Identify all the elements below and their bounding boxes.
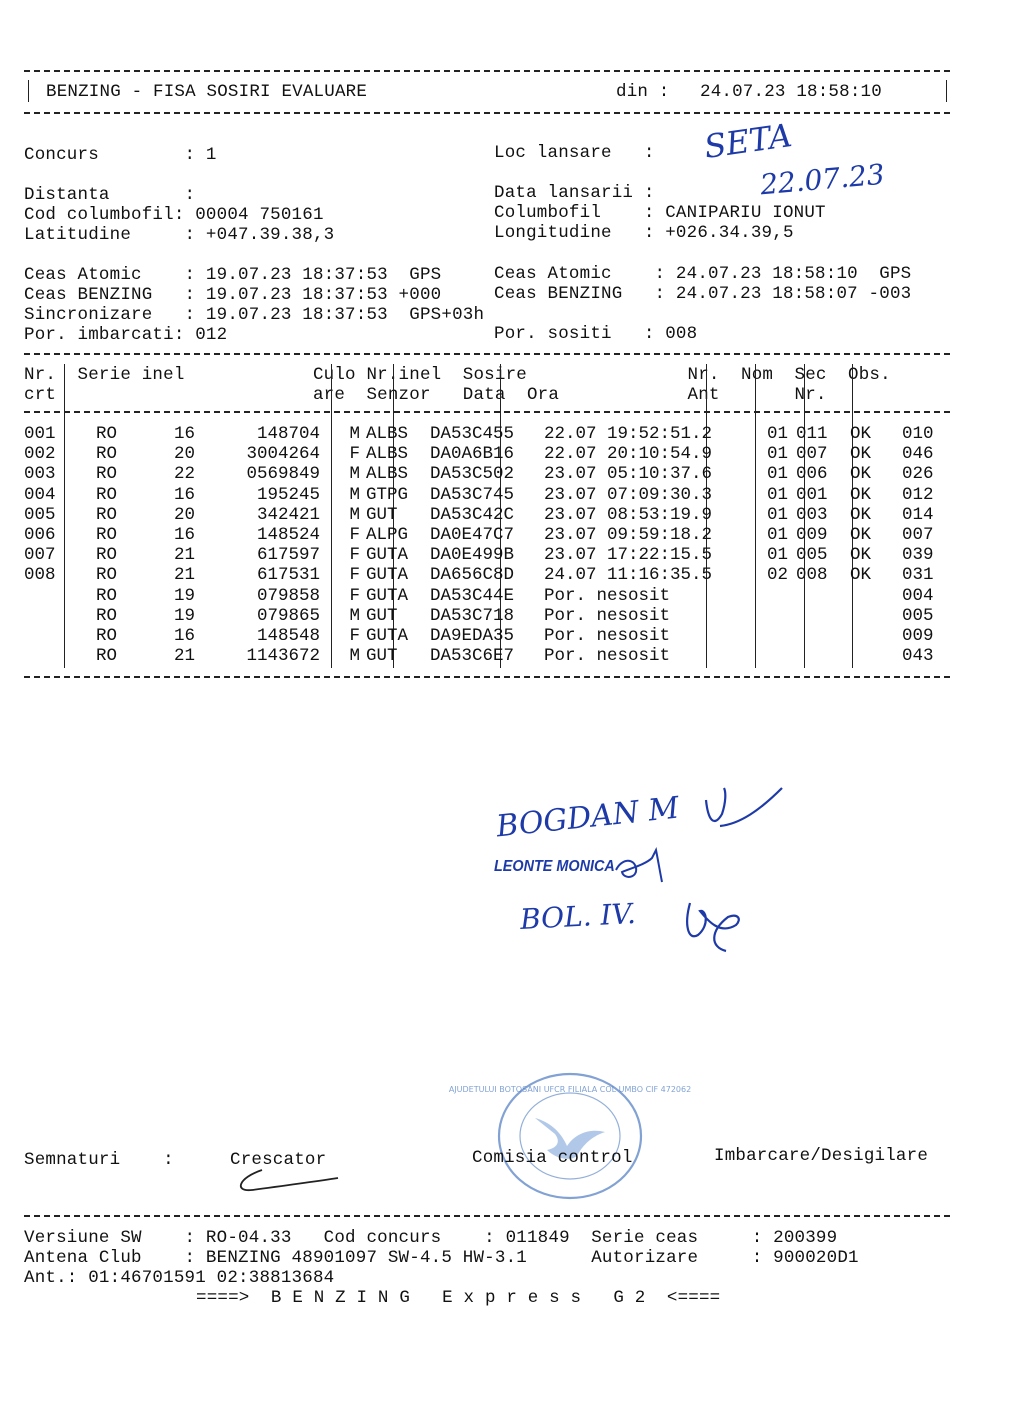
cell-dt: 22.07 19:52:51.2 <box>544 424 713 444</box>
table-row <box>24 586 962 606</box>
cell-nr <box>24 586 68 606</box>
top-rule <box>24 70 950 72</box>
cell-yy: 21 <box>174 545 196 566</box>
cell-sen: DA656C8D <box>430 565 515 586</box>
cell-dt: Por. nesosit <box>544 585 671 606</box>
cell-sx: F <box>349 525 360 546</box>
cell-yy: 21 <box>174 646 196 667</box>
cell-sen: DA0E499B <box>430 545 515 566</box>
cell-col: GUT <box>366 504 398 525</box>
cell-sec: OK <box>850 464 872 485</box>
cell-obs: 026 <box>902 464 934 485</box>
cell-dt: 23.07 05:10:37.6 <box>544 464 713 485</box>
cell-yy: 20 <box>174 504 196 525</box>
cell-obs: 004 <box>902 585 934 606</box>
cell-nr: 006 <box>24 525 56 546</box>
table-row <box>24 444 962 464</box>
cell-nom: 006 <box>796 464 828 485</box>
signature-scribble-2 <box>612 844 672 884</box>
cell-sx: F <box>349 565 360 586</box>
cell-num: 148704 <box>256 424 320 444</box>
table-row <box>24 424 962 444</box>
cell-nom <box>792 646 846 666</box>
table-row <box>24 485 962 505</box>
cell-obs: 007 <box>902 525 934 546</box>
cell-sen: DA53C42C <box>430 504 515 525</box>
cell-dt: 23.07 08:53:19.9 <box>544 504 713 525</box>
cell-num: 079858 <box>256 585 320 606</box>
footer-version-line: Versiune SW : RO-04.33 Cod concurs : 011849 Serie ceas : 200399 <box>24 1228 838 1248</box>
cell-sx: F <box>349 585 360 606</box>
cell-col: GUT <box>366 646 398 667</box>
handwritten-data-lansarii: 22.07.23 <box>758 157 886 202</box>
cell-ant: 02 <box>766 565 788 586</box>
cell-nr: 007 <box>24 545 56 566</box>
cell-sen: DA53C6E7 <box>430 646 515 667</box>
cell-sen: DA53C455 <box>430 424 515 444</box>
cell-num: 079865 <box>256 605 320 626</box>
cell-obs: 012 <box>902 484 934 505</box>
cell-nom <box>792 586 846 606</box>
table-row <box>24 565 962 585</box>
cell-nom <box>792 606 846 626</box>
table-header-rule <box>24 411 950 413</box>
cod-columbofil-field: Cod columbofil: 00004 750161 <box>24 205 324 225</box>
cell-sx: M <box>349 504 360 525</box>
cell-nr <box>24 606 68 626</box>
cell-nr: 001 <box>24 424 56 444</box>
cell-sec: OK <box>850 565 872 586</box>
table-row <box>24 626 962 646</box>
table-row <box>24 646 962 666</box>
cell-sx: M <box>349 464 360 485</box>
cell-sx: M <box>349 605 360 626</box>
cell-nom: 003 <box>796 504 828 525</box>
distanta-field: Distanta : <box>24 185 196 205</box>
cell-cc: RO <box>96 626 118 647</box>
cell-cc: RO <box>96 585 118 606</box>
header-timestamp: 24.07.23 18:58:10 <box>700 82 882 102</box>
cell-cc: RO <box>96 504 118 525</box>
cell-obs: 005 <box>902 605 934 626</box>
cell-nom: 009 <box>796 525 828 546</box>
cell-sec: OK <box>850 484 872 505</box>
columbofil-field: Columbofil : CANIPARIU IONUT <box>494 203 826 223</box>
cell-cc: RO <box>96 464 118 485</box>
signature-scribble-3 <box>680 895 750 960</box>
cell-obs: 046 <box>902 444 934 465</box>
cell-sec: OK <box>850 444 872 465</box>
sincronizare-field: Sincronizare : 19.07.23 18:37:53 GPS+03h <box>24 305 485 325</box>
cell-nr <box>24 646 68 666</box>
semnaturi-label: Semnaturi : <box>24 1150 174 1170</box>
cell-num: 0569849 <box>246 464 320 485</box>
cell-col: ALBS <box>366 464 409 485</box>
cell-col: ALBS <box>366 424 409 444</box>
cell-sx: F <box>349 444 360 465</box>
cell-yy: 19 <box>174 605 196 626</box>
cell-ant <box>742 626 792 646</box>
cell-dt: 22.07 20:10:54.9 <box>544 444 713 465</box>
footer-rule <box>24 1215 950 1217</box>
signature-name-3: BOL. IV. <box>519 896 637 937</box>
cell-nr: 008 <box>24 565 56 586</box>
cell-dt: Por. nesosit <box>544 646 671 667</box>
longitudine-field: Longitudine : +026.34.39,5 <box>494 223 794 243</box>
por-sositi-field: Por. sositi : 008 <box>494 324 698 344</box>
cell-col: GUTA <box>366 585 409 606</box>
cell-sec: OK <box>850 525 872 546</box>
cell-ant: 01 <box>766 504 788 525</box>
cell-obs: 010 <box>902 424 934 444</box>
cell-cc: RO <box>96 424 118 444</box>
cell-sen: DA0E47C7 <box>430 525 515 546</box>
signature-scribble-1 <box>700 780 790 840</box>
cell-num: 617597 <box>256 545 320 566</box>
cell-yy: 16 <box>174 626 196 647</box>
cell-nom <box>792 626 846 646</box>
table-header-line1: Nr. Serie inel Culo Nr.inel Sosire Nr. Nom Sec Obs. <box>24 365 891 385</box>
cell-nr <box>24 626 68 646</box>
cell-col: GTPG <box>366 484 409 505</box>
data-lansarii-label: Data lansarii : <box>494 183 655 203</box>
header-rule <box>24 112 950 114</box>
cell-num: 1143672 <box>246 646 320 667</box>
arrivals-table-body <box>24 424 962 666</box>
concurs-field: Concurs : 1 <box>24 145 217 165</box>
cell-sen: DA53C745 <box>430 484 515 505</box>
cell-ant: 01 <box>766 424 788 444</box>
cell-nom: 011 <box>796 424 828 444</box>
cell-num: 148524 <box>256 525 320 546</box>
cell-ant: 01 <box>766 444 788 465</box>
cell-nom: 007 <box>796 444 828 465</box>
cell-ant: 01 <box>766 464 788 485</box>
cell-dt: 23.07 17:22:15.5 <box>544 545 713 566</box>
cell-sec: OK <box>850 504 872 525</box>
header-din-label: din : <box>616 82 670 102</box>
footer-antenna-line: Antena Club : BENZING 48901097 SW-4.5 HW-3.1 Autorizare : 900020D1 <box>24 1248 859 1268</box>
cell-col: GUTA <box>366 545 409 566</box>
cell-ant: 01 <box>766 484 788 505</box>
cell-col: ALPG <box>366 525 409 546</box>
cell-sec: OK <box>850 545 872 566</box>
cell-yy: 16 <box>174 424 196 444</box>
cell-cc: RO <box>96 484 118 505</box>
cell-col: GUTA <box>366 565 409 586</box>
ceas-atomic-end: Ceas Atomic : 24.07.23 18:58:10 GPS <box>494 264 912 284</box>
cell-sx: M <box>349 484 360 505</box>
cell-dt: 23.07 07:09:30.3 <box>544 484 713 505</box>
cell-cc: RO <box>96 545 118 566</box>
cell-nr: 005 <box>24 504 56 525</box>
cell-cc: RO <box>96 565 118 586</box>
cell-sen: DA53C44E <box>430 585 515 606</box>
cell-col: GUTA <box>366 626 409 647</box>
footer-banner: ====> B E N Z I N G E x p r e s s G 2 <==== <box>196 1288 721 1308</box>
cell-num: 195245 <box>256 484 320 505</box>
footer-ant-line: Ant.: 01:46701591 02:38813684 <box>24 1268 335 1288</box>
cell-num: 342421 <box>256 504 320 525</box>
cell-obs: 039 <box>902 545 934 566</box>
cell-sec <box>846 606 896 626</box>
table-header-line2: crt are Senzor Data Ora Ant Nr. <box>24 385 827 405</box>
cell-nom: 001 <box>796 484 828 505</box>
header-title: BENZING - FISA SOSIRI EVALUARE <box>46 82 368 102</box>
table-row <box>24 464 962 484</box>
cell-nr: 003 <box>24 464 56 485</box>
cell-cc: RO <box>96 444 118 465</box>
cell-obs: 031 <box>902 565 934 586</box>
cell-dt: 24.07 11:16:35.5 <box>544 565 713 586</box>
cell-nr: 004 <box>24 484 56 505</box>
crescator-signature <box>232 1166 342 1196</box>
cell-sx: F <box>349 626 360 647</box>
cell-obs: 043 <box>902 646 934 667</box>
header-border-right <box>946 80 947 102</box>
handwritten-loc-lansare: SETA <box>701 116 795 166</box>
cell-ant <box>742 646 792 666</box>
table-row <box>24 505 962 525</box>
cell-sec <box>846 626 896 646</box>
cell-yy: 20 <box>174 444 196 465</box>
club-stamp <box>448 1070 692 1202</box>
arrivals-table <box>24 424 962 666</box>
table-row <box>24 525 962 545</box>
cell-obs: 009 <box>902 626 934 647</box>
cell-dt: 23.07 09:59:18.2 <box>544 525 713 546</box>
cell-sec <box>846 646 896 666</box>
cell-ant: 01 <box>766 545 788 566</box>
table-row <box>24 545 962 565</box>
crescator-label: Crescator <box>230 1150 327 1170</box>
cell-num: 3004264 <box>246 444 320 465</box>
cell-sx: M <box>349 646 360 667</box>
cell-obs: 014 <box>902 504 934 525</box>
cell-sen: DA53C718 <box>430 605 515 626</box>
cell-num: 148548 <box>256 626 320 647</box>
ceas-atomic-start: Ceas Atomic : 19.07.23 18:37:53 GPS <box>24 265 442 285</box>
comisia-control-label: Comisia control <box>472 1148 633 1168</box>
stamp-name: LEONTE MONICA <box>494 858 615 875</box>
cell-cc: RO <box>96 525 118 546</box>
cell-yy: 16 <box>174 525 196 546</box>
cell-num: 617531 <box>256 565 320 586</box>
loc-lansare-label: Loc lansare : <box>494 143 655 163</box>
cell-sen: DA0A6B16 <box>430 444 515 465</box>
ceas-benzing-start: Ceas BENZING : 19.07.23 18:37:53 +000 <box>24 285 442 305</box>
por-imbarcati-field: Por. imbarcati: 012 <box>24 325 228 345</box>
cell-sx: F <box>349 545 360 566</box>
cell-yy: 16 <box>174 484 196 505</box>
imbarcare-label: Imbarcare/Desigilare <box>714 1146 929 1166</box>
cell-ant <box>742 606 792 626</box>
cell-nom: 008 <box>796 565 828 586</box>
signature-name-1: BOGDAN M <box>494 790 681 845</box>
cell-nom: 005 <box>796 545 828 566</box>
cell-sen: DA53C502 <box>430 464 515 485</box>
club-stamp-text: AJUDETULUI BOTOSANI UFCR FILIALA COL UMBO CIF 472062 <box>448 1085 692 1094</box>
table-row <box>24 606 962 626</box>
cell-yy: 21 <box>174 565 196 586</box>
cell-sec <box>846 586 896 606</box>
cell-yy: 19 <box>174 585 196 606</box>
cell-ant <box>742 586 792 606</box>
cell-yy: 22 <box>174 464 196 485</box>
cell-cc: RO <box>96 605 118 626</box>
latitudine-field: Latitudine : +047.39.38,3 <box>24 225 335 245</box>
cell-nr: 002 <box>24 444 56 465</box>
cell-ant: 01 <box>766 525 788 546</box>
cell-col: GUT <box>366 605 398 626</box>
cell-dt: Por. nesosit <box>544 605 671 626</box>
table-bottom-rule <box>24 676 950 678</box>
table-top-rule <box>24 353 950 355</box>
cell-sx: M <box>349 424 360 444</box>
cell-col: ALBS <box>366 444 409 465</box>
ceas-benzing-end: Ceas BENZING : 24.07.23 18:58:07 -003 <box>494 284 912 304</box>
cell-sec: OK <box>850 424 872 444</box>
header-border-left <box>28 80 29 102</box>
cell-cc: RO <box>96 646 118 667</box>
cell-sen: DA9EDA35 <box>430 626 515 647</box>
cell-dt: Por. nesosit <box>544 626 671 647</box>
